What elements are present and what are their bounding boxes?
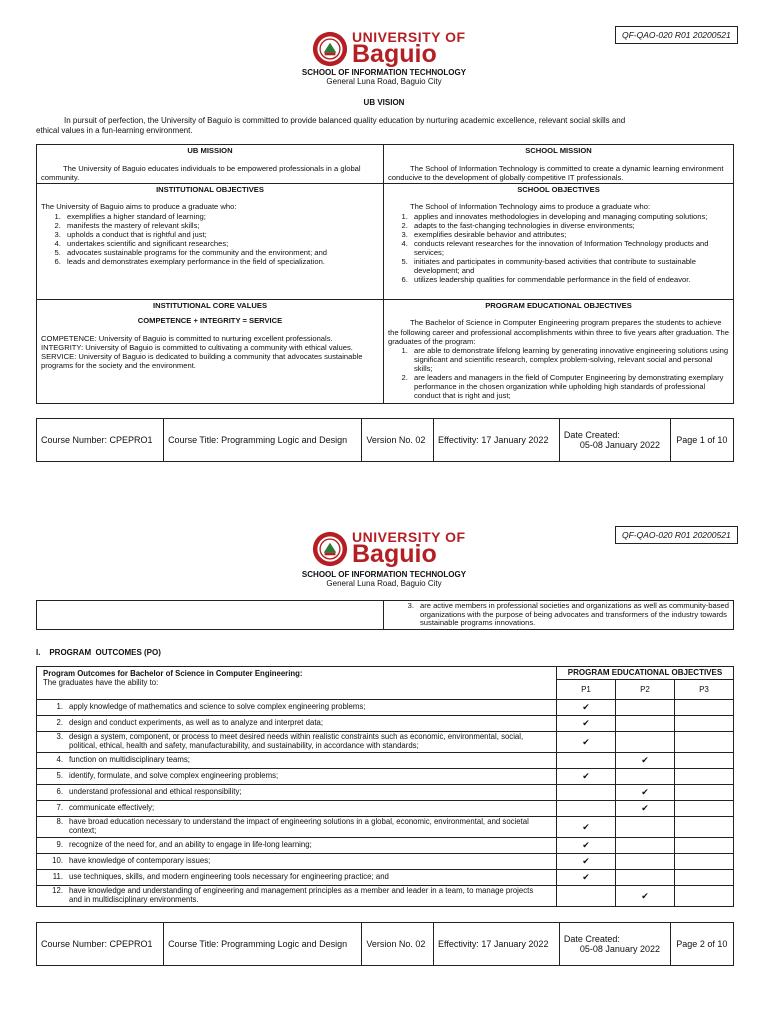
po-description-cell bbox=[37, 752, 557, 768]
po-text: function on multidisciplinary teams; bbox=[69, 754, 190, 764]
po-p3-cell bbox=[675, 716, 734, 732]
po-description-cell bbox=[37, 800, 557, 816]
po-p1-cell bbox=[557, 752, 616, 768]
peo-column-header: PROGRAM EDUCATIONAL OBJECTIVES bbox=[557, 667, 734, 680]
po-row bbox=[37, 700, 734, 716]
check-icon: ✔ bbox=[582, 702, 590, 713]
peo-cell bbox=[384, 300, 734, 404]
core-value-integrity: INTEGRITY: University of Baguio is committed to cultivating a community with ethical values. bbox=[41, 342, 353, 352]
po-row bbox=[37, 732, 734, 753]
page-1 bbox=[0, 0, 768, 490]
check-icon: ✔ bbox=[582, 840, 590, 851]
peo-item-3-text: are active members in professional societies and organizations as well as community-based organizations with the purpose of being advocates and transformers of the industry towards sustainable programs innovations. bbox=[420, 601, 729, 628]
effectivity: Effectivity: 17 January 2022 bbox=[434, 923, 560, 966]
ub-mission-heading: UB MISSION bbox=[187, 146, 233, 155]
ub-mission-cell bbox=[37, 145, 384, 184]
empty-cell bbox=[37, 601, 384, 630]
list-item: 3. exemplifies desirable behavior and attributes; bbox=[410, 230, 729, 239]
course-title: Course Title: Programming Logic and Design bbox=[164, 923, 362, 966]
list-item: 6. leads and demonstrates exemplary performance in the field of specialization. bbox=[63, 257, 379, 266]
school-mission-cell bbox=[384, 145, 734, 184]
po-number: 6. bbox=[56, 786, 63, 796]
po-text: have broad education necessary to understand the impact of engineering solutions in a global, economic, environmental, and societal context; bbox=[69, 816, 529, 835]
course-title: Course Title: Programming Logic and Design bbox=[164, 419, 362, 462]
school-objectives-list bbox=[388, 212, 729, 285]
course-number: Course Number: CPEPRO1 bbox=[37, 419, 164, 462]
date-created-label: Date Created: bbox=[563, 430, 620, 440]
vision-text: In pursuit of perfection, the University of Baguio is committed to provide balanced quality education by nurturing academic excellence, relevant social skills and ethical values in a fun-learning environment. bbox=[36, 116, 626, 135]
list-item: 2. manifests the mastery of relevant skills; bbox=[63, 221, 379, 230]
po-text: recognize of the need for, and an ability to engage in life-long learning; bbox=[69, 839, 312, 849]
po-header-subtitle: The graduates have the ability to: bbox=[43, 677, 159, 687]
school-address: General Luna Road, Baguio City bbox=[326, 77, 442, 86]
po-p3-cell bbox=[675, 885, 734, 906]
wordmark-top: UNIVERSITY OF bbox=[352, 529, 466, 545]
po-row bbox=[37, 768, 734, 784]
po-rows bbox=[37, 700, 734, 907]
core-values-heading: INSTITUTIONAL CORE VALUES bbox=[152, 301, 268, 311]
university-wordmark bbox=[352, 530, 466, 567]
po-description-cell bbox=[37, 853, 557, 869]
check-icon: ✔ bbox=[641, 755, 649, 766]
mission-objectives-table bbox=[36, 144, 734, 404]
po-text: have knowledge and understanding of engineering and management principles as a member and leader in a team, to manage projects and in multidisciplinary environments. bbox=[69, 885, 534, 904]
institutional-objectives-cell bbox=[37, 184, 384, 300]
po-p2-cell bbox=[616, 700, 675, 716]
po-p1-cell bbox=[557, 784, 616, 800]
peo-continuation-table bbox=[36, 600, 734, 630]
po-description-cell bbox=[37, 716, 557, 732]
school-name: SCHOOL OF INFORMATION TECHNOLOGY bbox=[301, 68, 467, 77]
date-created-value: 05-08 January 2022 bbox=[579, 440, 660, 450]
list-item: 2. are leaders and managers in the field of Computer Engineering by demonstrating exemplary performance in the chosen organization while upholding high standards of professional conduct that is right and just; bbox=[410, 373, 729, 400]
school-mission-text: The School of Information Technology is committed to create a dynamic learning environment conducive to the development of globally competitive IT professionals. bbox=[388, 164, 724, 183]
university-seal-icon bbox=[312, 531, 348, 567]
po-p2-cell bbox=[616, 869, 675, 885]
document-code: QF-QAO-020 R01 20200521 bbox=[615, 526, 738, 544]
po-p1-cell bbox=[557, 869, 616, 885]
po-text: communicate effectively; bbox=[69, 802, 155, 812]
list-item: 1. are able to demonstrate lifelong learning by generating innovative engineering solutions using significant and scientific research, complex problem-solving, relevant social and personal skills; bbox=[410, 346, 729, 373]
po-row bbox=[37, 784, 734, 800]
po-number: 8. bbox=[56, 816, 63, 826]
check-icon: ✔ bbox=[582, 718, 590, 729]
po-p2-cell bbox=[616, 768, 675, 784]
course-number: Course Number: CPEPRO1 bbox=[37, 923, 164, 966]
check-icon: ✔ bbox=[641, 890, 649, 901]
po-p2-cell bbox=[616, 800, 675, 816]
po-description-cell bbox=[37, 816, 557, 837]
university-logo bbox=[312, 530, 466, 567]
program-outcomes-section-title: I. PROGRAM OUTCOMES (PO) bbox=[36, 648, 161, 657]
institutional-objectives-heading: INSTITUTIONAL OBJECTIVES bbox=[156, 185, 264, 195]
course-footer-page-2 bbox=[36, 922, 734, 966]
po-p1-cell bbox=[557, 716, 616, 732]
po-number: 2. bbox=[56, 718, 63, 728]
po-text: have knowledge of contemporary issues; bbox=[69, 855, 211, 865]
po-row bbox=[37, 837, 734, 853]
list-item: 1. applies and innovates methodologies in developing and managing computing solutions; bbox=[410, 212, 729, 221]
check-icon: ✔ bbox=[582, 821, 590, 832]
page-number: Page 2 of 10 bbox=[670, 923, 733, 966]
po-p1-cell bbox=[557, 800, 616, 816]
peo-heading: PROGRAM EDUCATIONAL OBJECTIVES bbox=[485, 301, 632, 311]
po-p1-cell bbox=[557, 700, 616, 716]
po-p3-cell bbox=[675, 816, 734, 837]
page-number: Page 1 of 10 bbox=[670, 419, 733, 462]
po-header-cell bbox=[37, 667, 557, 700]
program-outcomes-table bbox=[36, 666, 734, 907]
list-item: 4. conducts relevant researches for the innovation of Information Technology products and services; bbox=[410, 239, 729, 257]
po-text: understand professional and ethical responsibility; bbox=[69, 786, 242, 796]
check-icon: ✔ bbox=[641, 787, 649, 798]
po-p2-cell bbox=[616, 837, 675, 853]
date-created bbox=[559, 419, 670, 462]
po-description-cell bbox=[37, 885, 557, 906]
po-number: 3. bbox=[56, 732, 63, 741]
po-p1-cell bbox=[557, 732, 616, 753]
po-description-cell bbox=[37, 784, 557, 800]
po-row bbox=[37, 716, 734, 732]
po-p3-cell bbox=[675, 869, 734, 885]
po-row bbox=[37, 800, 734, 816]
school-name: SCHOOL OF INFORMATION TECHNOLOGY bbox=[301, 570, 467, 579]
po-number: 10. bbox=[52, 855, 63, 865]
check-icon: ✔ bbox=[641, 803, 649, 814]
wordmark-big: Baguio bbox=[352, 540, 437, 568]
po-p2-cell bbox=[616, 732, 675, 753]
list-item: 2. adapts to the fast-changing technologies in diverse environments; bbox=[410, 221, 729, 230]
po-text: design a system, component, or process to meet desired needs within realistic constraints such as economic, environmental, social, political, ethical, health and safety, manufacturability, and sustainability, in accordance with standards; bbox=[69, 732, 524, 750]
po-p1-cell bbox=[557, 885, 616, 906]
university-seal-icon bbox=[312, 31, 348, 67]
po-p3-cell bbox=[675, 837, 734, 853]
po-p2-cell bbox=[616, 885, 675, 906]
check-icon: ✔ bbox=[582, 872, 590, 883]
check-icon: ✔ bbox=[582, 736, 590, 747]
po-number: 7. bbox=[56, 802, 63, 812]
po-p3-cell bbox=[675, 752, 734, 768]
peo-item-3-number: 3. bbox=[407, 601, 414, 610]
po-description-cell bbox=[37, 700, 557, 716]
list-item: 5. advocates sustainable programs for the community and the environment; and bbox=[63, 248, 379, 257]
date-created-label: Date Created: bbox=[563, 934, 620, 944]
list-item: 3. upholds a conduct that is rightful and just; bbox=[63, 230, 379, 239]
list-item: 5. initiates and participates in community-based activities that contribute to sustainable development; and bbox=[410, 257, 729, 275]
university-wordmark bbox=[352, 30, 466, 67]
po-p1-cell bbox=[557, 768, 616, 784]
po-header-title: Program Outcomes for Bachelor of Science in Computer Engineering: bbox=[43, 669, 303, 678]
po-p2-cell bbox=[616, 853, 675, 869]
po-p1-cell bbox=[557, 837, 616, 853]
peo-intro: The Bachelor of Science in Computer Engineering program prepares the students to achieve the following career and professional accomplishments within three to five years after graduation. The graduates of the program: bbox=[388, 318, 729, 346]
school-mission-heading: SCHOOL MISSION bbox=[525, 146, 592, 155]
po-text: identify, formulate, and solve complex engineering problems; bbox=[69, 770, 279, 780]
course-footer-page-1 bbox=[36, 418, 734, 462]
po-row bbox=[37, 885, 734, 906]
po-p2-cell bbox=[616, 784, 675, 800]
po-p2-cell bbox=[616, 752, 675, 768]
po-p2-cell bbox=[616, 716, 675, 732]
po-p1-cell bbox=[557, 816, 616, 837]
date-created bbox=[559, 923, 670, 966]
po-description-cell bbox=[37, 837, 557, 853]
institutional-objectives-intro: The University of Baguio aims to produce a graduate who: bbox=[41, 202, 237, 212]
institutional-objectives-list bbox=[41, 212, 379, 267]
po-number: 12. bbox=[52, 885, 63, 895]
page-2 bbox=[0, 500, 768, 1024]
po-p3-cell bbox=[675, 768, 734, 784]
po-text: apply knowledge of mathematics and science to solve complex engineering problems; bbox=[69, 702, 366, 712]
wordmark-big: Baguio bbox=[352, 40, 437, 68]
school-address: General Luna Road, Baguio City bbox=[326, 579, 442, 588]
university-logo bbox=[312, 30, 466, 67]
column-p1: P1 bbox=[557, 680, 616, 700]
po-p3-cell bbox=[675, 732, 734, 753]
check-icon: ✔ bbox=[582, 856, 590, 867]
peo-list bbox=[388, 346, 729, 401]
column-p2: P2 bbox=[616, 680, 675, 700]
po-p3-cell bbox=[675, 800, 734, 816]
school-objectives-intro: The School of Information Technology aims to produce a graduate who: bbox=[410, 202, 651, 212]
po-p3-cell bbox=[675, 853, 734, 869]
wordmark-top: UNIVERSITY OF bbox=[352, 29, 466, 45]
core-values-cell bbox=[37, 300, 384, 404]
peo-item-3-cell bbox=[384, 601, 734, 630]
po-number: 9. bbox=[56, 839, 63, 849]
list-item: 6. utilizes leadership qualities for commendable performance in the field of endeavor. bbox=[410, 275, 729, 284]
po-description-cell bbox=[37, 768, 557, 784]
list-item: 1. exemplifies a higher standard of learning; bbox=[63, 212, 379, 221]
po-description-cell bbox=[37, 869, 557, 885]
list-item: 4. undertakes scientific and significant researches; bbox=[63, 239, 379, 248]
vision-heading: UB VISION bbox=[363, 98, 405, 107]
po-p3-cell bbox=[675, 700, 734, 716]
po-row bbox=[37, 816, 734, 837]
po-number: 1. bbox=[56, 702, 63, 712]
po-number: 11. bbox=[52, 871, 63, 881]
po-row bbox=[37, 869, 734, 885]
po-number: 4. bbox=[56, 754, 63, 764]
core-value-competence: COMPETENCE: University of Baguio is committed to nurturing excellent professionals. bbox=[41, 333, 333, 343]
po-text: use techniques, skills, and modern engineering tools necessary for engineering practice; and bbox=[69, 871, 389, 881]
po-row bbox=[37, 853, 734, 869]
effectivity: Effectivity: 17 January 2022 bbox=[434, 419, 560, 462]
po-description-cell bbox=[37, 732, 557, 753]
po-number: 5. bbox=[56, 770, 63, 780]
po-row bbox=[37, 752, 734, 768]
column-p3: P3 bbox=[675, 680, 734, 700]
version-number: Version No. 02 bbox=[362, 923, 434, 966]
version-number: Version No. 02 bbox=[362, 419, 434, 462]
check-icon: ✔ bbox=[582, 771, 590, 782]
po-text: design and conduct experiments, as well as to analyze and interpret data; bbox=[69, 718, 323, 728]
ub-mission-text: The University of Baguio educates individuals to be empowered professionals in a global community. bbox=[41, 164, 361, 183]
core-value-service: SERVICE: University of Baguio is dedicated to building a community that advocates sustainable programs for the society and the environment. bbox=[41, 351, 363, 370]
po-p2-cell bbox=[616, 816, 675, 837]
core-values-formula: COMPETENCE + INTEGRITY = SERVICE bbox=[137, 316, 283, 326]
date-created-value: 05-08 January 2022 bbox=[579, 944, 660, 954]
document-code: QF-QAO-020 R01 20200521 bbox=[615, 26, 738, 44]
po-p1-cell bbox=[557, 853, 616, 869]
school-objectives-cell bbox=[384, 184, 734, 300]
po-p3-cell bbox=[675, 784, 734, 800]
school-objectives-heading: SCHOOL OBJECTIVES bbox=[517, 185, 600, 195]
